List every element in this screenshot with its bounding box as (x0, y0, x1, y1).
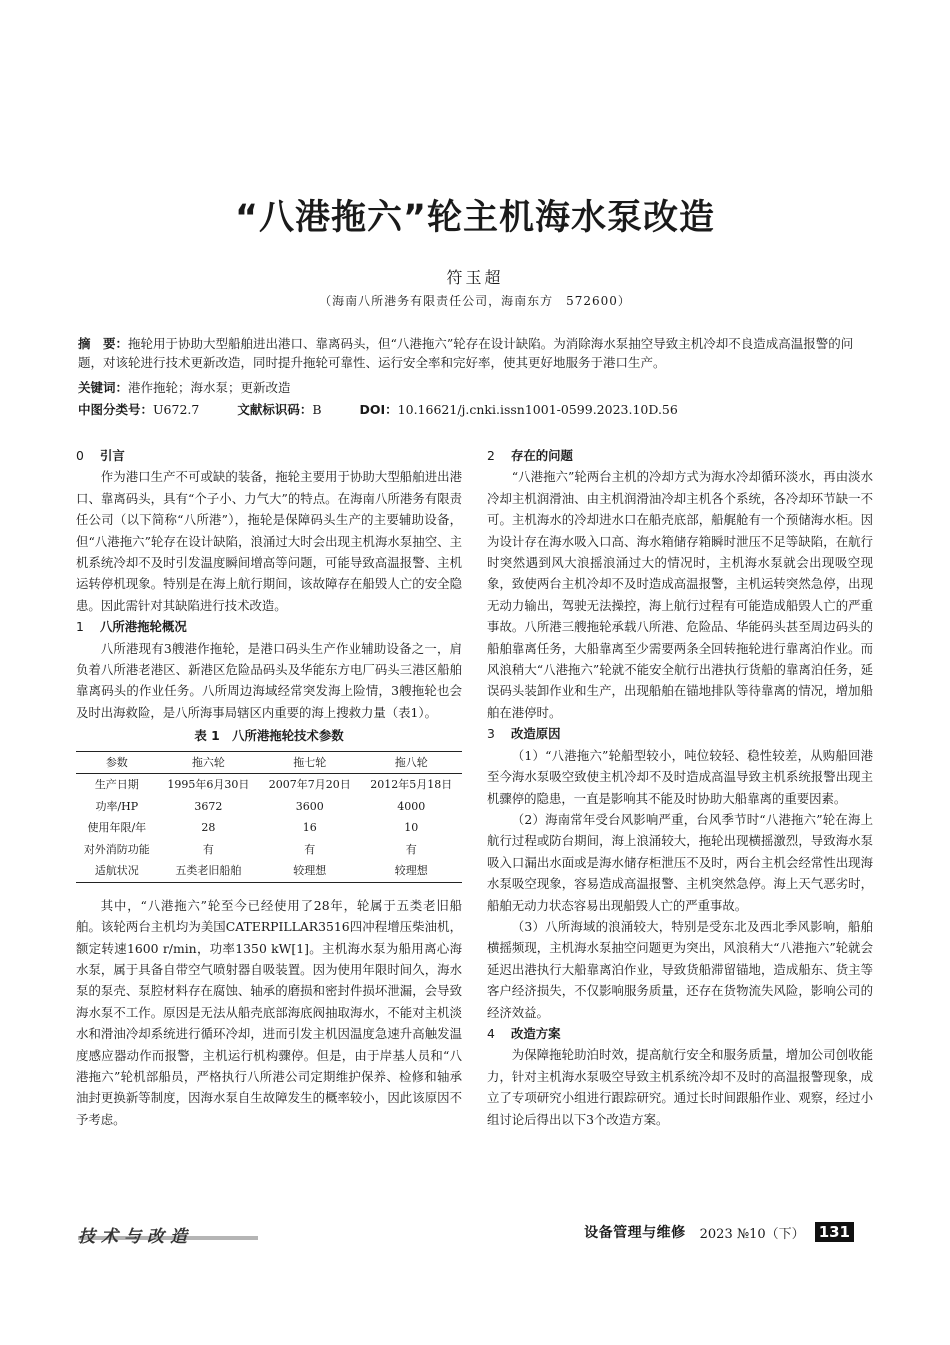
table-cell: 3672 (194, 799, 223, 813)
left-column (76, 445, 462, 1130)
table-row (76, 817, 462, 839)
table-header-cell: 参数 (105, 755, 128, 769)
table-cell: 使用年限/年 (87, 821, 147, 835)
table-cell: 生产日期 (94, 778, 139, 792)
paragraph: 为保障拖轮助泊时效，提高航行安全和服务质量，增加公司创收能力，针对主机海水泵吸空导致主机系统冷却不及时的高温报警现象，成立了专项研究小组进行跟踪研究。通过长时间跟船作业、观察，经过小组讨论后得出以下3个改造方案。 (487, 1047, 873, 1127)
section-heading: 3 改造原因 (487, 726, 561, 742)
table-cell: 对外消防功能 (83, 842, 150, 856)
table-cell: 较理想 (293, 864, 327, 878)
table-cell: 1995年6月30日 (167, 778, 250, 792)
issue-number: 2023 №10（下） (699, 1226, 805, 1242)
paragraph: （3）八所海域的浪涌较大，特别是受东北及西北季风影响，船舶横摇频现，主机海水泵抽空问题更为突出，风浪稍大“八港拖六”轮就会延迟出港执行大船靠离泊作业，导致货船滞留锚地，造成船东、货主等客户经济损失，不仅影响服务质量，还存在货物流失风险，影响公司的经济效益。 (487, 918, 873, 1020)
page-number: 131 (815, 1222, 854, 1242)
table-cell: 有 (202, 842, 214, 856)
clc-label: 中图分类号： (78, 402, 154, 417)
section-heading: 1 八所港拖轮概况 (76, 619, 187, 635)
column-name: 技术与改造 (78, 1227, 193, 1247)
table-cell: 有 (405, 842, 417, 856)
tug-parameters-table (76, 751, 462, 883)
column-name-banner (78, 1222, 258, 1247)
paragraph: （1）“八港拖六”轮船型较小，吨位较轻、稳性较差，从购船回港至今海水泵吸空致使主机冷却不及时造成高温导致主机系统报警出现主机骤停的隐患，一直是影响其不能及时协助大船靠离的重要因素。 (487, 747, 873, 806)
table-cell: 16 (302, 821, 317, 835)
keywords-text: 港作拖轮；海水泵；更新改造 (128, 380, 291, 395)
doi-value[interactable]: 10.16621/j.cnki.issn1001-0599.2023.10D.56 (397, 402, 678, 417)
classification-line (78, 400, 878, 419)
table-cell: 五类老旧船舶 (175, 864, 242, 878)
paragraph: 其中，“八港拖六”轮至今已经使用了28年，轮属于五类老旧船舶。该轮两台主机均为美国CATERPILLAR3516四冲程增压柴油机，额定转速1600 r/min，功率1350 kW[1]。主机海水泵为船用离心海水泵，属于具备自带空气喷射器自吸装置。因为使用年限时间久，海水泵的泵壳、泵腔材料存在腐蚀、轴承的磨损和密封件损坏泄漏，会导致海水泵不工作。原因是无法从船壳底部海底阀抽取海水，不能对主机淡水和滑油冷却系统进行循环冷却，进而引发主机因温度急速升高触发温度感应器动作而报警，主机运行机构骤停。但是，由于岸基人员和“八港拖六”轮机部船员，严格执行八所港公司定期维护保养、检修和轴承油封更换新等制度，因海水泵自生故障发生的概率较小，因此该原因不予考虑。 (76, 897, 462, 1127)
journal-name: 设备管理与维修 (584, 1225, 686, 1241)
table-row (76, 839, 462, 861)
paragraph: 作为港口生产不可或缺的装备，拖轮主要用于协助大型船舶进出港口、靠离码头，具有“个子小、力气大”的特点。在海南八所港务有限责任公司（以下简称“八所港”），拖轮是保障码头生产的主要辅助设备，但“八港拖六”轮存在设计缺陷，浪涌过大时会出现主机海水泵抽空、主机系统冷却不及时引发温度瞬间增高等问题，可能导致高温报警、主机运转停机现象。特别是在海上航行期间，该故障存在船毁人亡的安全隐患。因此需针对其缺陷进行技术改造。 (76, 469, 462, 613)
clc-value: U672.7 (153, 402, 200, 417)
table-row (76, 860, 462, 882)
table-cell: 3600 (295, 799, 324, 813)
table-cell: 适航状况 (94, 864, 139, 878)
table-header-cell: 拖七轮 (293, 755, 327, 769)
table-cell: 2007年7月20日 (268, 778, 351, 792)
table-cell: 2012年5月18日 (370, 778, 453, 792)
journal-footer (584, 1222, 854, 1242)
table-row (76, 796, 462, 818)
doi-label: DOI： (359, 402, 398, 417)
right-column (487, 445, 873, 1130)
author: 符玉超 (446, 268, 504, 287)
affiliation: （海南八所港务有限责任公司，海南东方 572600） (319, 294, 631, 308)
keywords-label: 关键词： (78, 380, 129, 395)
table-cell: 28 (201, 821, 216, 835)
table-cell: 有 (304, 842, 316, 856)
paragraph: （2）海南常年受台风影响严重，台风季节时“八港拖六”轮在海上航行过程或防台期间，海上浪涌较大，拖轮出现横摇激烈，导致海水泵吸入口漏出水面或是海水储存柜泄压不及时，两台主机会经常性出现海水泵吸空现象，容易造成高温报警、主机突然急停。海上天气恶劣时，船舶无动力状态容易出现船毁人亡的严重事故。 (487, 811, 873, 913)
table-cell: 较理想 (394, 864, 428, 878)
doc-code-value: B (312, 402, 322, 417)
table-row (76, 774, 462, 796)
section-heading: 0 引言 (76, 448, 125, 463)
abstract-label: 摘 要： (78, 336, 129, 351)
doc-code-label: 文献标识码： (237, 402, 313, 417)
paper-title: “八港拖六”轮主机海水泵改造 (234, 198, 715, 238)
abstract (78, 334, 878, 372)
keywords (78, 378, 878, 397)
paragraph: “八港拖六”轮两台主机的冷却方式为海水冷却循环淡水，再由淡水冷却主机润滑油、由主机润滑油冷却主机各个系统，各冷却环节缺一不可。主机海水的冷却进水口在船壳底部，船艉舱有一个预储海水柜。因为设计存在海水吸入口高、海水箱储存箱瞬时泄压不足等缺陷，在航行时突然遇到风大浪摇浪涌过大的情况时，主机海水泵就会出现吸空现象，致使两台主机冷却不及时造成高温报警，主机运转突然急停，出现无动力输出，驾驶无法操控，海上航行过程有可能造成船毁人亡的严重事故。八所港三艘拖轮承载八所港、危险品、华能码头甚至周边码头的船舶靠离任务，大船靠离至少需要两条全回转拖轮进行靠离泊作业。而风浪稍大“八港拖六”轮就不能安全航行出港执行货船的靠离泊任务，延误码头装卸作业和生产，出现船舶在锚地排队等待靠离的情况，增加船舶在港停时。 (487, 469, 873, 720)
table-cell: 功率/HP (95, 799, 139, 813)
section-heading: 2 存在的问题 (487, 448, 573, 463)
table-cell: 10 (404, 821, 419, 835)
table-cell: 4000 (397, 799, 426, 813)
table-header-row (76, 751, 462, 774)
abstract-text: 拖轮用于协助大型船舶进出港口、靠离码头，但“八港拖六”轮存在设计缺陷。为消除海水泵抽空导致主机冷却不良造成高温报警的问题，对该轮进行技术更新改造，同时提升拖轮可靠性、运行安全率和完好率，使其更好地服务于港口生产。 (78, 336, 854, 370)
table-header-cell: 拖六轮 (191, 755, 225, 769)
table-header-cell: 拖八轮 (394, 755, 428, 769)
section-heading: 4 改造方案 (487, 1025, 561, 1041)
table-caption: 表 1 八所港拖轮技术参数 (194, 728, 344, 744)
paragraph: 八所港现有3艘港作拖轮，是港口码头生产作业辅助设备之一，肩负着八所港老港区、新港区危险品码头及华能东方电厂码头三港区船舶靠离码头的作业任务。八所周边海域经常突发海上险情，3艘拖轮也会及时出海救险，是八所海事局辖区内重要的海上搜救力量（表1）。 (76, 640, 462, 720)
